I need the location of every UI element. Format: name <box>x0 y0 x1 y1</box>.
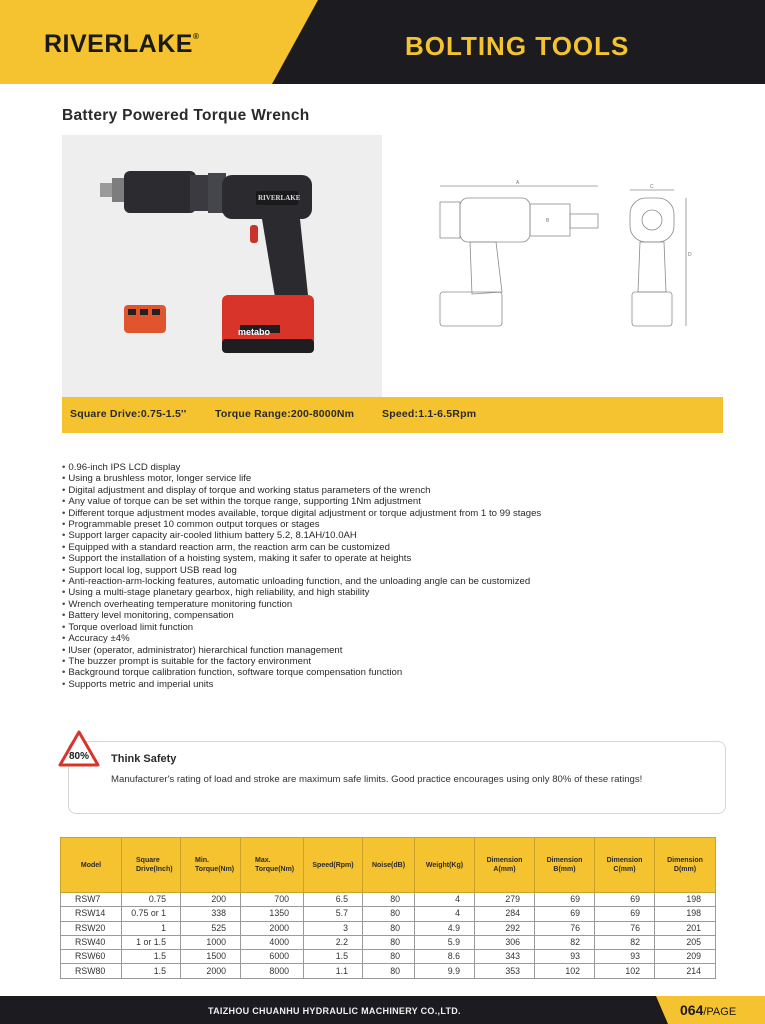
table-header-text: Noise(dB) <box>371 861 406 869</box>
table-cell: 4000 <box>241 935 304 949</box>
table-cell: 4.9 <box>415 921 475 935</box>
table-cell: 2000 <box>241 921 304 935</box>
table-cell: 93 <box>535 950 595 964</box>
table-header-text: Dimension <box>667 857 703 864</box>
table-header-row <box>61 838 716 893</box>
spec-bar <box>62 397 723 433</box>
table-row <box>61 964 716 978</box>
spec-speed: Speed:1.1-6.5Rpm <box>382 408 477 420</box>
table-cell: 279 <box>475 893 535 907</box>
table-cell: 6.5 <box>304 893 363 907</box>
table-header-text: D(mm) <box>673 866 697 873</box>
table-cell: 1.5 <box>122 964 181 978</box>
table-cell: 80 <box>363 950 415 964</box>
feature-item: • Using a brushless motor, longer service life <box>62 473 742 484</box>
table-cell: 102 <box>535 964 595 978</box>
table-cell: 8.6 <box>415 950 475 964</box>
table-cell: 4 <box>415 907 475 921</box>
table-cell: RSW7 <box>61 893 122 907</box>
table-cell: 0.75 <box>122 893 181 907</box>
table-cell: 1.5 <box>122 950 181 964</box>
table-header-text: A(mm) <box>493 866 516 873</box>
table-cell: RSW14 <box>61 907 122 921</box>
table-header-text: Square <box>136 857 160 864</box>
feature-item: • Digital adjustment and display of torque and working status parameters of the wrench <box>62 485 742 496</box>
table-cell: 200 <box>181 893 241 907</box>
table-cell: 525 <box>181 921 241 935</box>
table-row <box>61 921 716 935</box>
table-header-text: Max. <box>255 857 271 864</box>
table-row <box>61 935 716 949</box>
feature-list <box>62 462 742 690</box>
feature-item: • Wrench overheating temperature monitoring function <box>62 599 742 610</box>
dim-label-d: D <box>688 252 692 258</box>
table-header-cell <box>181 838 241 893</box>
table-cell: 214 <box>655 964 716 978</box>
table-cell: RSW40 <box>61 935 122 949</box>
dim-label-a: A <box>516 180 520 186</box>
table-cell: 69 <box>535 893 595 907</box>
table-cell: 338 <box>181 907 241 921</box>
product-photo <box>62 135 382 397</box>
table-cell: 80 <box>363 935 415 949</box>
feature-item: • Support the installation of a hoisting system, making it safer to operate at heights <box>62 553 742 564</box>
table-cell: 1.5 <box>304 950 363 964</box>
table-cell: 284 <box>475 907 535 921</box>
table-cell: 80 <box>363 921 415 935</box>
feature-item: • 0.96-inch IPS LCD display <box>62 462 742 473</box>
table-cell: 1500 <box>181 950 241 964</box>
table-cell: 76 <box>595 921 655 935</box>
table-header-text: Drive(Inch) <box>136 866 173 873</box>
table-header-cell <box>475 838 535 893</box>
table-cell: 198 <box>655 893 716 907</box>
table-cell: 69 <box>595 907 655 921</box>
spec-torque-range: Torque Range:200-8000Nm <box>215 408 355 420</box>
table-cell: 0.75 or 1 <box>122 907 181 921</box>
table-cell: 102 <box>595 964 655 978</box>
table-cell: RSW80 <box>61 964 122 978</box>
brand-logo: RIVERLAKE® <box>44 30 200 58</box>
table-header-text: Dimension <box>606 857 643 864</box>
table-cell: 1 or 1.5 <box>122 935 181 949</box>
table-cell: 343 <box>475 950 535 964</box>
footer-company: TAIZHOU CHUANHU HYDRAULIC MACHINERY CO.,LTD. <box>208 1006 461 1016</box>
table-cell: 5.9 <box>415 935 475 949</box>
table-cell: 80 <box>363 893 415 907</box>
table-header-text: Dimension <box>486 857 523 864</box>
table-header-text: Model <box>80 861 102 869</box>
table-cell: 9.9 <box>415 964 475 978</box>
table-cell: 5.7 <box>304 907 363 921</box>
table-cell: 8000 <box>241 964 304 978</box>
table-cell: 205 <box>655 935 716 949</box>
table-cell: 69 <box>535 907 595 921</box>
table-header-cell <box>61 838 122 893</box>
section-title: BOLTING TOOLS <box>405 31 630 61</box>
feature-item: • Background torque calibration function, software torque compensation function <box>62 667 742 678</box>
feature-item: • Equipped with a standard reaction arm, the reaction arm can be customized <box>62 542 742 553</box>
tool-brand-label: RIVERLAKE <box>258 194 301 202</box>
battery-brand-label: metabo <box>238 327 271 337</box>
warning-triangle-icon <box>58 730 100 768</box>
feature-item: • Support local log, support USB read log <box>62 565 742 576</box>
product-title: Battery Powered Torque Wrench <box>62 107 310 124</box>
table-header-cell <box>363 838 415 893</box>
table-cell: 306 <box>475 935 535 949</box>
table-cell: 3 <box>304 921 363 935</box>
dim-label-b: B <box>546 218 550 224</box>
safety-badge-text: 80% <box>68 751 90 762</box>
feature-item: • Torque overload limit function <box>62 622 742 633</box>
table-header-text: Weight(Kg) <box>425 861 464 869</box>
table-cell: 93 <box>595 950 655 964</box>
safety-text: Manufacturer's rating of load and stroke are maximum safe limits. Good practice encourages using only 80% of these ratings! <box>111 774 643 785</box>
feature-item: • Using a multi-stage planetary gearbox, high reliability, and high stability <box>62 587 742 598</box>
table-cell: 76 <box>535 921 595 935</box>
spec-square-drive: Square Drive:0.75-1.5'' <box>70 408 187 420</box>
feature-item: • Support larger capacity air-cooled lithium battery 5.2, 8.1AH/10.0AH <box>62 530 742 541</box>
table-cell: 82 <box>595 935 655 949</box>
table-header-text: Speed(Rpm) <box>312 861 354 869</box>
feature-item: • Different torque adjustment modes available, torque digital adjustment or torque adjustment from 1 to 99 stages <box>62 508 742 519</box>
table-header-text: Torque(Nm) <box>195 866 235 873</box>
table-cell: 82 <box>535 935 595 949</box>
feature-item: • Any value of torque can be set within the torque range, supporting 1Nm adjustment <box>62 496 742 507</box>
table-header-text: Torque(Nm) <box>255 866 295 873</box>
table-cell: RSW60 <box>61 950 122 964</box>
table-cell: 292 <box>475 921 535 935</box>
table-header-text: Min. <box>195 857 209 864</box>
feature-item: • Supports metric and imperial units <box>62 679 742 690</box>
spec-table <box>60 837 716 979</box>
table-body <box>61 893 716 979</box>
table-header-text: B(mm) <box>553 866 576 873</box>
table-cell: 80 <box>363 964 415 978</box>
dim-label-c: C <box>650 184 654 190</box>
table-cell: 1.1 <box>304 964 363 978</box>
safety-title: Think Safety <box>111 753 177 765</box>
table-cell: 4 <box>415 893 475 907</box>
table-cell: 2.2 <box>304 935 363 949</box>
table-row <box>61 893 716 907</box>
table-header-text: C(mm) <box>613 866 636 873</box>
table-header-cell <box>595 838 655 893</box>
table-header-cell <box>122 838 181 893</box>
torque-wrench-illustration <box>62 135 382 397</box>
table-row <box>61 907 716 921</box>
feature-item: • Anti-reaction-arm-locking features, automatic unloading function, and the unloading angle can be customized <box>62 576 742 587</box>
table-cell: 6000 <box>241 950 304 964</box>
table-header-cell <box>535 838 595 893</box>
table-cell: 2000 <box>181 964 241 978</box>
table-cell: 1000 <box>181 935 241 949</box>
table-header-cell <box>415 838 475 893</box>
table-header-cell <box>241 838 304 893</box>
feature-item: • lUser (operator, administrator) hierarchical function management <box>62 645 742 656</box>
feature-item: • Battery level monitoring, compensation <box>62 610 742 621</box>
feature-item: • Programmable preset 10 common output torques or stages <box>62 519 742 530</box>
feature-item: • Accuracy ±4% <box>62 633 742 644</box>
table-cell: 69 <box>595 893 655 907</box>
table-row <box>61 950 716 964</box>
table-cell: 1350 <box>241 907 304 921</box>
table-header-cell <box>304 838 363 893</box>
table-cell: 198 <box>655 907 716 921</box>
table-cell: 201 <box>655 921 716 935</box>
table-cell: 353 <box>475 964 535 978</box>
table-cell: 80 <box>363 907 415 921</box>
table-header-text: Dimension <box>546 857 583 864</box>
table-cell: RSW20 <box>61 921 122 935</box>
feature-item: • The buzzer prompt is suitable for the factory environment <box>62 656 742 667</box>
page-number: 064/PAGE <box>680 1002 737 1018</box>
table-cell: 700 <box>241 893 304 907</box>
table-header-cell <box>655 838 716 893</box>
table-cell: 1 <box>122 921 181 935</box>
dimension-diagrams <box>430 176 700 336</box>
table-cell: 209 <box>655 950 716 964</box>
